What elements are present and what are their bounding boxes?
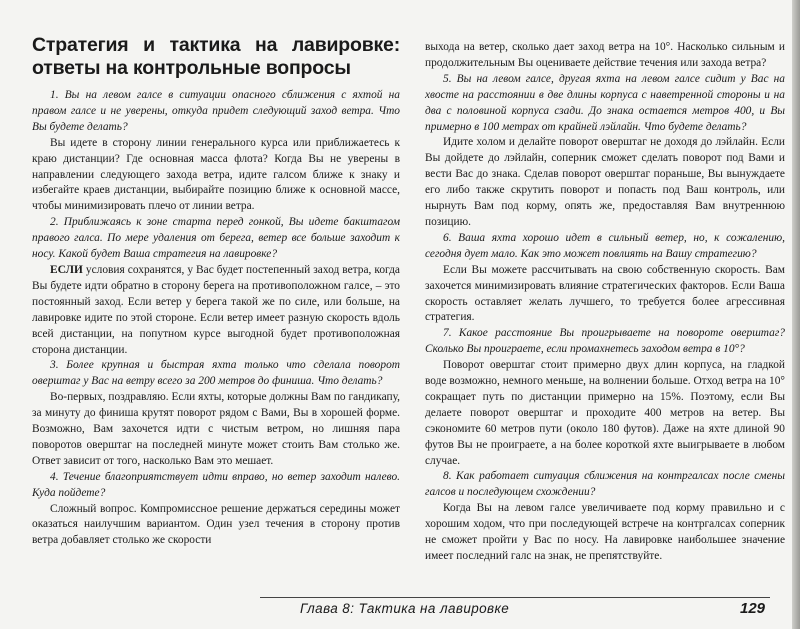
answer-2-text: условия сохранятся, у Вас будет постепенный заход ветра, когда Вы будете идти обратно в сторону берега на противоположном галсе, – это постоянный заход. Если ветер у берега такой же по силе, или больше, на лавировке идите по этой стороне. Если ветер имеет разную скорость вдоль всей дистанции, на попутном курсе выгодной будет противоположная сторона дистанции. [32,263,400,356]
question-4: 4. Течение благоприятствует идти вправо, но ветер заходит налево. Куда пойдете? [32,470,400,499]
question-8: 8. Как работает ситуация сближения на контргалсах после смены галсов и последующем схождении? [425,470,785,499]
answer-6: Если Вы можете рассчитывать на свою собственную скорость. Вам захочется минимизировать влияние стратегических факторов. Если Ваша скорость оставляет желать лучшего, то требуется более агрессивная стратегия. [425,263,785,324]
question-5: 5. Вы на левом галсе, другая яхта на левом галсе сидит у Вас на хвосте на расстоянии в две длины корпуса с наветренной стороны и на два с половиной корпуса сзади. До знака остается метров 400, и Вы примерно в 100 метрах от крайней лэйлайн. Что будете делать? [425,72,785,133]
answer-5: Идите холом и делайте поворот оверштаг не доходя до лэйлайн. Если Вы дойдете до лэйлайн, соперник сможет сделать поворот под Вами и вести Вас до знака. Сделав поворот оверштаг пораньше, Вы вынуждаете его либо также скрутить поворот и попасть под Ваш контроль, или нырнуть Вам под корму, опять же, предоставляя Вам внутреннюю позицию. [425,136,785,228]
question-7: 7. Какое расстояние Вы проигрываете на повороте оверштаг? Сколько Вы проиграете, если промахнетесь заходом ветра в 10°? [425,327,785,356]
answer-8: Когда Вы на левом галсе увеличиваете под корму правильно и с хорошим ходом, что при последующей встрече на контргалсах соперник не сможет пройти у Вас по носу. На лавировке наибольшее значение имеет последний галс на знак, не препятствуйте. [425,502,785,562]
chapter-footer: Глава 8: Тактика на лавировке [300,601,510,616]
answer-3: Во-первых, поздравляю. Если яхты, которые должны Вам по гандикапу, за минуту до финиша крутят поворот рядом с Вами, Вы в хорошей форме. Возможно, Вам захочется идти с чистым ветром, но лишняя пара поворотов оверштаг на последней минуте может стоить Вам столько же. Ответ зависит от того, насколько Вам это мешает. [32,391,400,467]
footer-divider [260,597,770,598]
question-1: 1. Вы на левом галсе в ситуации опасного сближения с яхтой на правом галсе и не уверены, откуда придет следующий заход ветра. Что Вы будете делать? [32,89,400,133]
answer-2 [32,263,400,358]
left-column [32,34,400,549]
answer-4-continued: выхода на ветер, сколько дает заход ветра на 10°. Насколько сильным и продолжительным Вы оцениваете действие течения или захода ветра? [425,41,785,69]
answer-4: Сложный вопрос. Компромиссное решение держаться середины может оказаться наилучшим вариантом. Один узел течения в сторону против ветра добавляет столько же скорости [32,502,400,547]
answer-7: Поворот оверштаг стоит примерно двух длин корпуса, на гладкой воде возможно, немного меньше, на волнении больше. Отход ветра на 10° сокращает путь по дистанции примерно на 15%. Поэтому, если Вы делаете поворот оверштаг и проходите 400 метров на ветер. Вы сэкономите 60 метров пути (около 180 футов). Даже на яхте длиной 90 футов Вы не проиграете, а на более короткой яхте выигрываете в любом случае. [425,359,785,467]
page-edge [792,0,800,629]
answer-1: Вы идете в сторону линии генерального курса или приближаетесь к краю дистанции? Где основная масса флота? Когда Вы не уверены в направлении следующего захода ветра, идите галсом ближе к знаку и избегайте краев дистанции, выбирайте позицию ближе к основной массе, чтобы минимизировать плечо от линии ветра. [32,136,400,213]
page-title: Стратегия и тактика на лавировке: ответы на контрольные вопросы [32,34,400,79]
question-6: 6. Ваша яхта хорошо идет в сильный ветер, но, к сожалению, сегодня дует мало. Как это может повлиять на Вашу стратегию? [425,231,785,260]
page-number: 129 [740,600,766,617]
answer-2-lead: ЕСЛИ [50,263,83,276]
question-2: 2. Приближаясь к зоне старта перед гонкой, Вы идете бакштагом правого галса. По мере удаления от берега, ветер все больше заходит к носу. Какой будет Ваша стратегия на лавировке? [32,216,400,261]
question-3: 3. Более крупная и быстрая яхта только что сделала поворот оверштаг у Вас на ветру всего за 200 метров до финиша. Что делать? [32,359,400,388]
right-column [425,40,785,565]
